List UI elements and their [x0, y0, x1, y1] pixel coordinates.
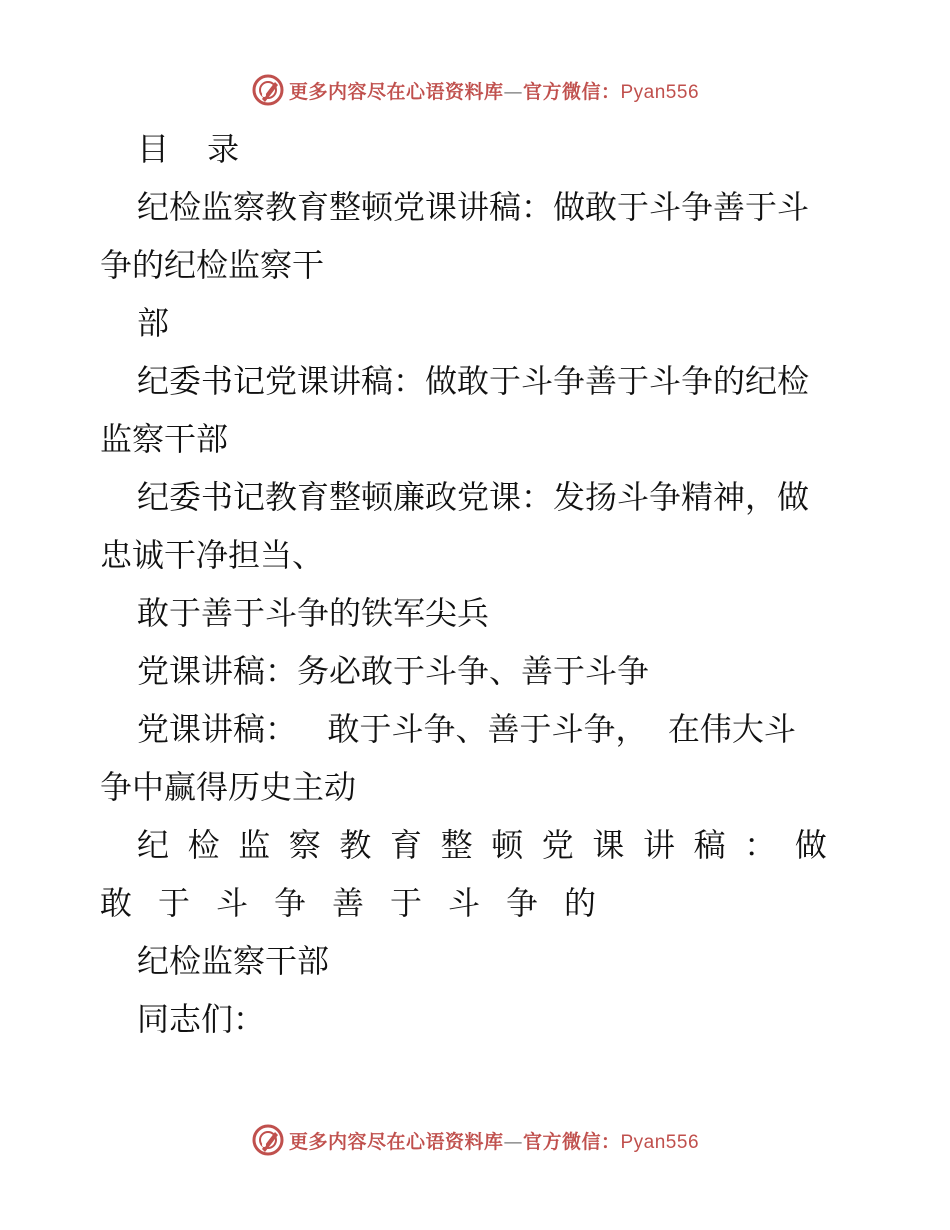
toc-title: 目 录 — [137, 130, 254, 168]
toc-line: 敢于善于斗争的铁军尖兵 — [137, 594, 490, 632]
toc-line: 纪委书记教育整顿廉政党课：发扬斗争精神，做 — [137, 478, 810, 516]
footer-watermark — [0, 1120, 950, 1160]
watermark-dash: — — [503, 80, 523, 103]
watermark-main: 更多内容尽在心语资料库 — [288, 80, 504, 103]
toc-line: 纪检监察教育整顿党课讲稿：做敢于斗争善于斗 — [137, 188, 810, 226]
toc-line: 纪检监察干部 — [137, 942, 330, 980]
header-watermark — [0, 70, 950, 110]
greeting: 同志们： — [137, 1000, 266, 1038]
toc-line: 党课讲稿：务必敢于斗争、善于斗争 — [137, 652, 650, 690]
pen-nib-logo-icon — [251, 73, 285, 107]
toc-line: 争中赢得历史主动 — [100, 768, 357, 806]
watermark-id: Pyan556 — [620, 1131, 700, 1153]
watermark-dash: — — [503, 1130, 523, 1153]
toc-line: 纪委书记党课讲稿：做敢于斗争善于斗争的纪检 — [137, 362, 810, 400]
watermark-text — [289, 77, 699, 104]
toc-line: 监察干部 — [100, 420, 229, 458]
toc-line: 敢于斗争善于斗争的 — [100, 884, 623, 922]
watermark-wechat: 官方微信： — [522, 80, 621, 103]
toc-line: 争的纪检监察干 — [100, 246, 325, 284]
watermark-id: Pyan556 — [620, 81, 700, 103]
toc-line: 部 — [137, 304, 170, 342]
toc-line: 党课讲稿： 敢于斗争、善于斗争， 在伟大斗 — [137, 710, 796, 748]
toc-line: 纪检监察教育整顿党课讲稿：做 — [137, 826, 846, 864]
watermark-main: 更多内容尽在心语资料库 — [288, 1130, 504, 1153]
watermark-text — [289, 1127, 699, 1154]
watermark-wechat: 官方微信： — [522, 1130, 621, 1153]
toc-line: 忠诚干净担当、 — [100, 536, 325, 574]
pen-nib-logo-icon — [251, 1123, 285, 1157]
document-body — [100, 120, 850, 1048]
